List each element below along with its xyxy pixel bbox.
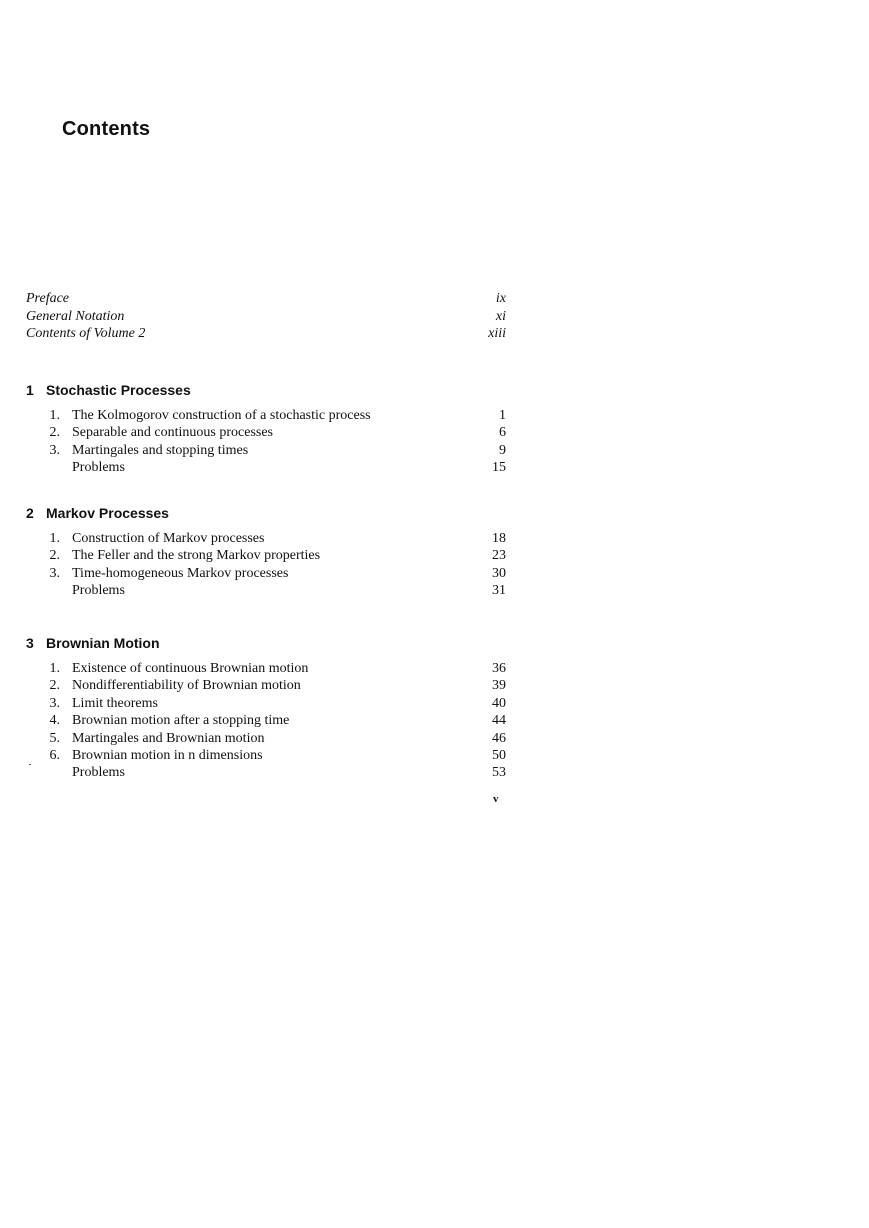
section-title: Construction of Markov processes: [72, 531, 265, 546]
chapter-2: [26, 503, 506, 600]
section-title: Existence of continuous Brownian motion: [72, 661, 309, 676]
toc-entry[interactable]: [26, 712, 506, 729]
section-number: 1.: [49, 531, 60, 546]
toc-entry[interactable]: [26, 677, 506, 694]
chapter-number: 3: [26, 635, 34, 651]
section-page: 53: [492, 765, 506, 781]
toc-entry-problems[interactable]: [26, 459, 506, 476]
chapter-3: [26, 633, 506, 782]
front-matter-list: [26, 290, 506, 343]
section-number: 3.: [49, 695, 60, 711]
section-title: Martingales and stopping times: [72, 442, 249, 458]
toc-entry[interactable]: [26, 695, 506, 712]
section-number: 3.: [49, 442, 60, 458]
toc-entry-problems[interactable]: [26, 582, 506, 599]
section-page: 23: [492, 548, 506, 564]
toc-entry-contents-volume-2[interactable]: [26, 325, 506, 343]
section-list: [26, 407, 506, 477]
section-title: Time-homogeneous Markov processes: [72, 565, 289, 581]
toc-entry-problems[interactable]: [26, 764, 506, 781]
section-title: Problems: [72, 765, 125, 781]
section-title: Limit theorems: [72, 695, 158, 711]
section-title: The Feller and the strong Markov properties: [72, 548, 321, 564]
chapter-heading[interactable]: [26, 503, 506, 523]
section-page: 46: [492, 730, 506, 746]
chapter-heading[interactable]: [26, 633, 506, 653]
chapter-number: 2: [26, 505, 34, 521]
section-title: Separable and continuous processes: [72, 425, 273, 441]
section-number: 6.: [49, 747, 60, 763]
section-page: 31: [492, 583, 506, 599]
section-number: 5.: [49, 730, 60, 746]
section-title: Problems: [72, 583, 125, 599]
section-title: Martingales and Brownian motion: [72, 730, 265, 746]
toc-entry[interactable]: [26, 530, 506, 547]
section-number: 4.: [49, 713, 60, 729]
section-number: 2.: [49, 548, 60, 564]
page-title: Contents: [62, 118, 151, 140]
entry-page: xiii: [488, 326, 506, 341]
section-title: Nondifferentiability of Brownian motion: [72, 678, 301, 694]
section-page: 18: [492, 531, 506, 546]
toc-entry-general-notation[interactable]: [26, 308, 506, 326]
section-page: 50: [492, 747, 506, 763]
chapter-title: Markov Processes: [46, 505, 169, 521]
chapter-1: [26, 380, 506, 477]
section-title: The Kolmogorov construction of a stochastic process: [72, 408, 371, 423]
chapter-title: Stochastic Processes: [46, 382, 191, 398]
section-title: Problems: [72, 460, 125, 476]
section-number: [26, 459, 60, 476]
section-page: 30: [492, 565, 506, 581]
toc-entry[interactable]: [26, 730, 506, 747]
section-number: [26, 764, 60, 781]
toc-entry-preface[interactable]: [26, 290, 506, 308]
section-page: 9: [499, 442, 506, 458]
entry-page: ix: [495, 291, 506, 306]
section-list: [26, 660, 506, 782]
section-page: 39: [492, 678, 506, 694]
entry-page: xi: [495, 308, 506, 324]
section-number: 3.: [49, 565, 60, 581]
chapter-heading[interactable]: [26, 380, 506, 400]
entry-title: Contents of Volume 2: [26, 326, 146, 341]
page-folio: v: [493, 793, 499, 805]
section-page: 36: [492, 661, 506, 676]
section-number: 2.: [49, 425, 60, 441]
chapter-number: 1: [26, 382, 34, 398]
toc-entry[interactable]: [26, 407, 506, 424]
section-page: 44: [492, 713, 506, 729]
toc-entry[interactable]: [26, 660, 506, 677]
toc-entry[interactable]: [26, 442, 506, 459]
section-page: 40: [492, 695, 506, 711]
section-page: 6: [499, 425, 506, 441]
section-list: [26, 530, 506, 600]
chapter-title: Brownian Motion: [46, 635, 160, 651]
section-number: 1.: [49, 661, 60, 676]
section-page: 1: [499, 408, 506, 423]
entry-title: Preface: [26, 291, 70, 306]
toc-entry[interactable]: [26, 547, 506, 564]
toc-entry[interactable]: [26, 565, 506, 582]
scan-speck: [29, 764, 31, 765]
section-page: 15: [492, 460, 506, 476]
section-number: [26, 582, 60, 599]
section-title: Brownian motion in n dimensions: [72, 747, 263, 763]
entry-title: General Notation: [26, 308, 125, 324]
toc-entry[interactable]: [26, 424, 506, 441]
section-number: 2.: [49, 678, 60, 694]
toc-entry[interactable]: [26, 747, 506, 764]
section-number: 1.: [49, 408, 60, 423]
section-title: Brownian motion after a stopping time: [72, 713, 290, 729]
